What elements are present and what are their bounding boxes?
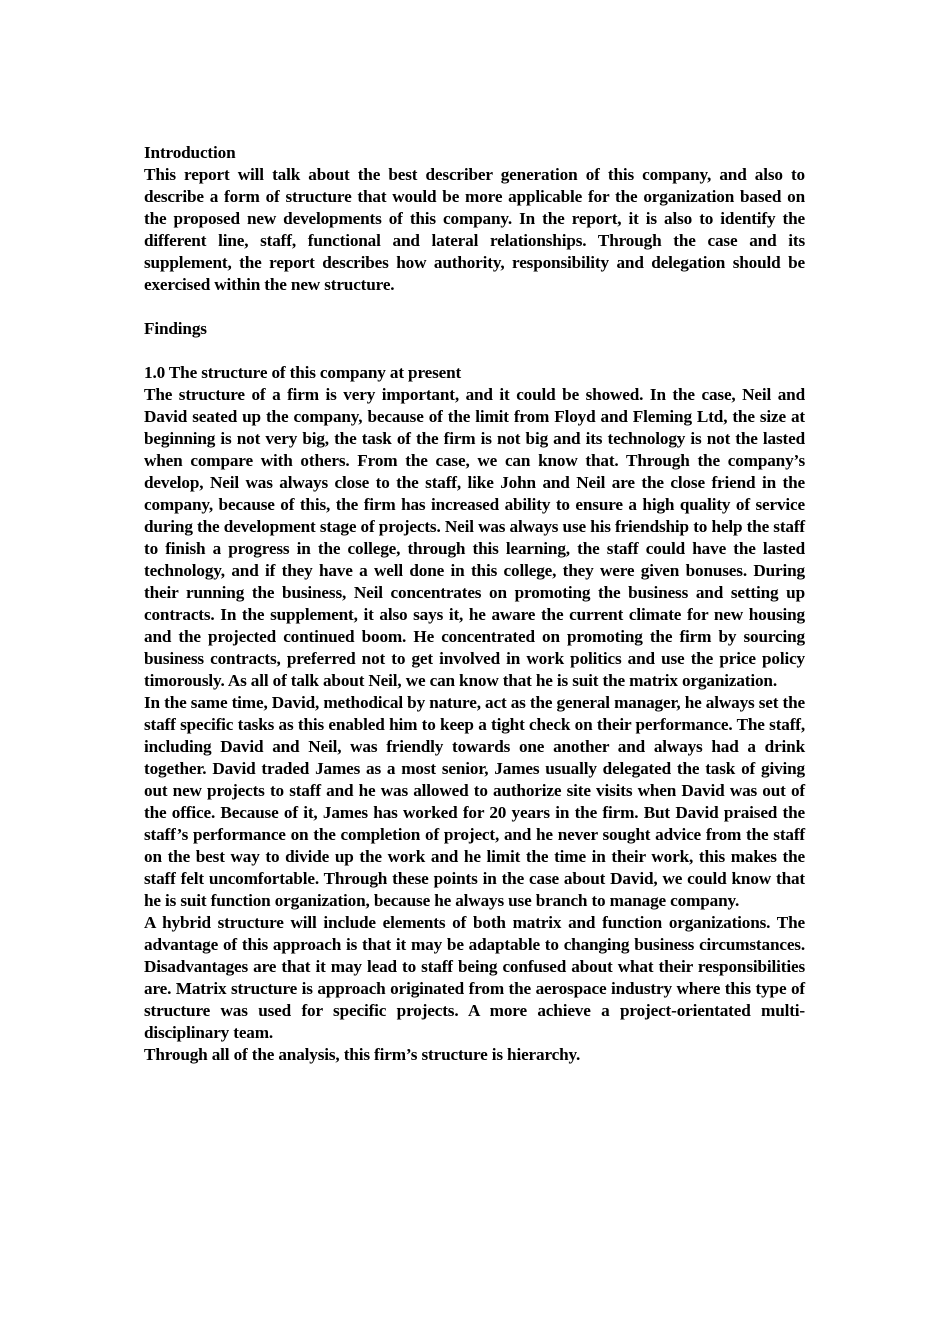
introduction-paragraph: This report will talk about the best describer generation of this company, and also to describe a form of structure that would be more applicable for the organization based on the proposed new developments of this company. In the report, it is also to identify the different line, staff, functional and lateral relationships. Through the case and its supplement, the report describes how authority, responsibility and delegation should be exercised within the new structure. (144, 165, 805, 294)
section-1-0-heading: 1.0 The structure of this company at present (144, 363, 462, 382)
introduction-heading: Introduction (144, 143, 236, 162)
david-paragraph: In the same time, David, methodical by nature, act as the general manager, he always set the staff specific tasks as this enabled him to keep a tight check on their performance. The staff, including David and Neil, was friendly towards one another and always had a drink together. David traded James as a most senior, James usually delegated the task of giving out new projects to staff and he was allowed to authorize site visits when David was out of the office. Because of it, James has worked for 20 years in the firm. But David praised the staff’s performance on the completion of project, and he never sought advice from the staff on the best way to divide up the work and he limit the time in their work, this makes the staff felt uncomfortable. Through these points in the case about David, we could know that he is suit function organization, because he always use branch to manage company. (144, 693, 805, 910)
blank-line (144, 340, 805, 362)
blank-line (144, 296, 805, 318)
document-page (144, 142, 805, 1066)
conclusion-paragraph: Through all of the analysis, this firm’s structure is hierarchy. (144, 1045, 581, 1064)
findings-heading: Findings (144, 319, 207, 338)
hybrid-structure-paragraph: A hybrid structure will include elements of both matrix and function organizations. The advantage of this approach is that it may be adaptable to changing business circumstances. Disadvantages are that it may lead to staff being confused about what their responsibilities are. Matrix structure is approach originated from the aerospace industry where this type of structure was used for specific projects. A more achieve a project-orientated multi-disciplinary team. (144, 913, 805, 1042)
neil-paragraph: The structure of a firm is very important, and it could be showed. In the case, Neil and David seated up the company, because of the limit from Floyd and Fleming Ltd, the size at beginning is not very big, the task of the firm is not big and its technology is not the lasted when compare with others. From the case, we can know that. Through the company’s develop, Neil was always close to the staff, like John and Neil are the close friend in the company, because of this, the firm has increased ability to ensure a high quality of service during the development stage of projects. Neil was always use his friendship to help the staff to finish a progress in the college, through this learning, the staff could have the lasted technology, and if they have a well done in this college, they were given bonuses. During their running the business, Neil concentrates on promoting the business and setting up contracts. In the supplement, it also says it, he aware the current climate for new housing and the projected continued boom. He concentrated on promoting the firm by sourcing business contracts, preferred not to get involved in work politics and use the price policy timorously. As all of talk about Neil, we can know that he is suit the matrix organization. (144, 385, 805, 690)
